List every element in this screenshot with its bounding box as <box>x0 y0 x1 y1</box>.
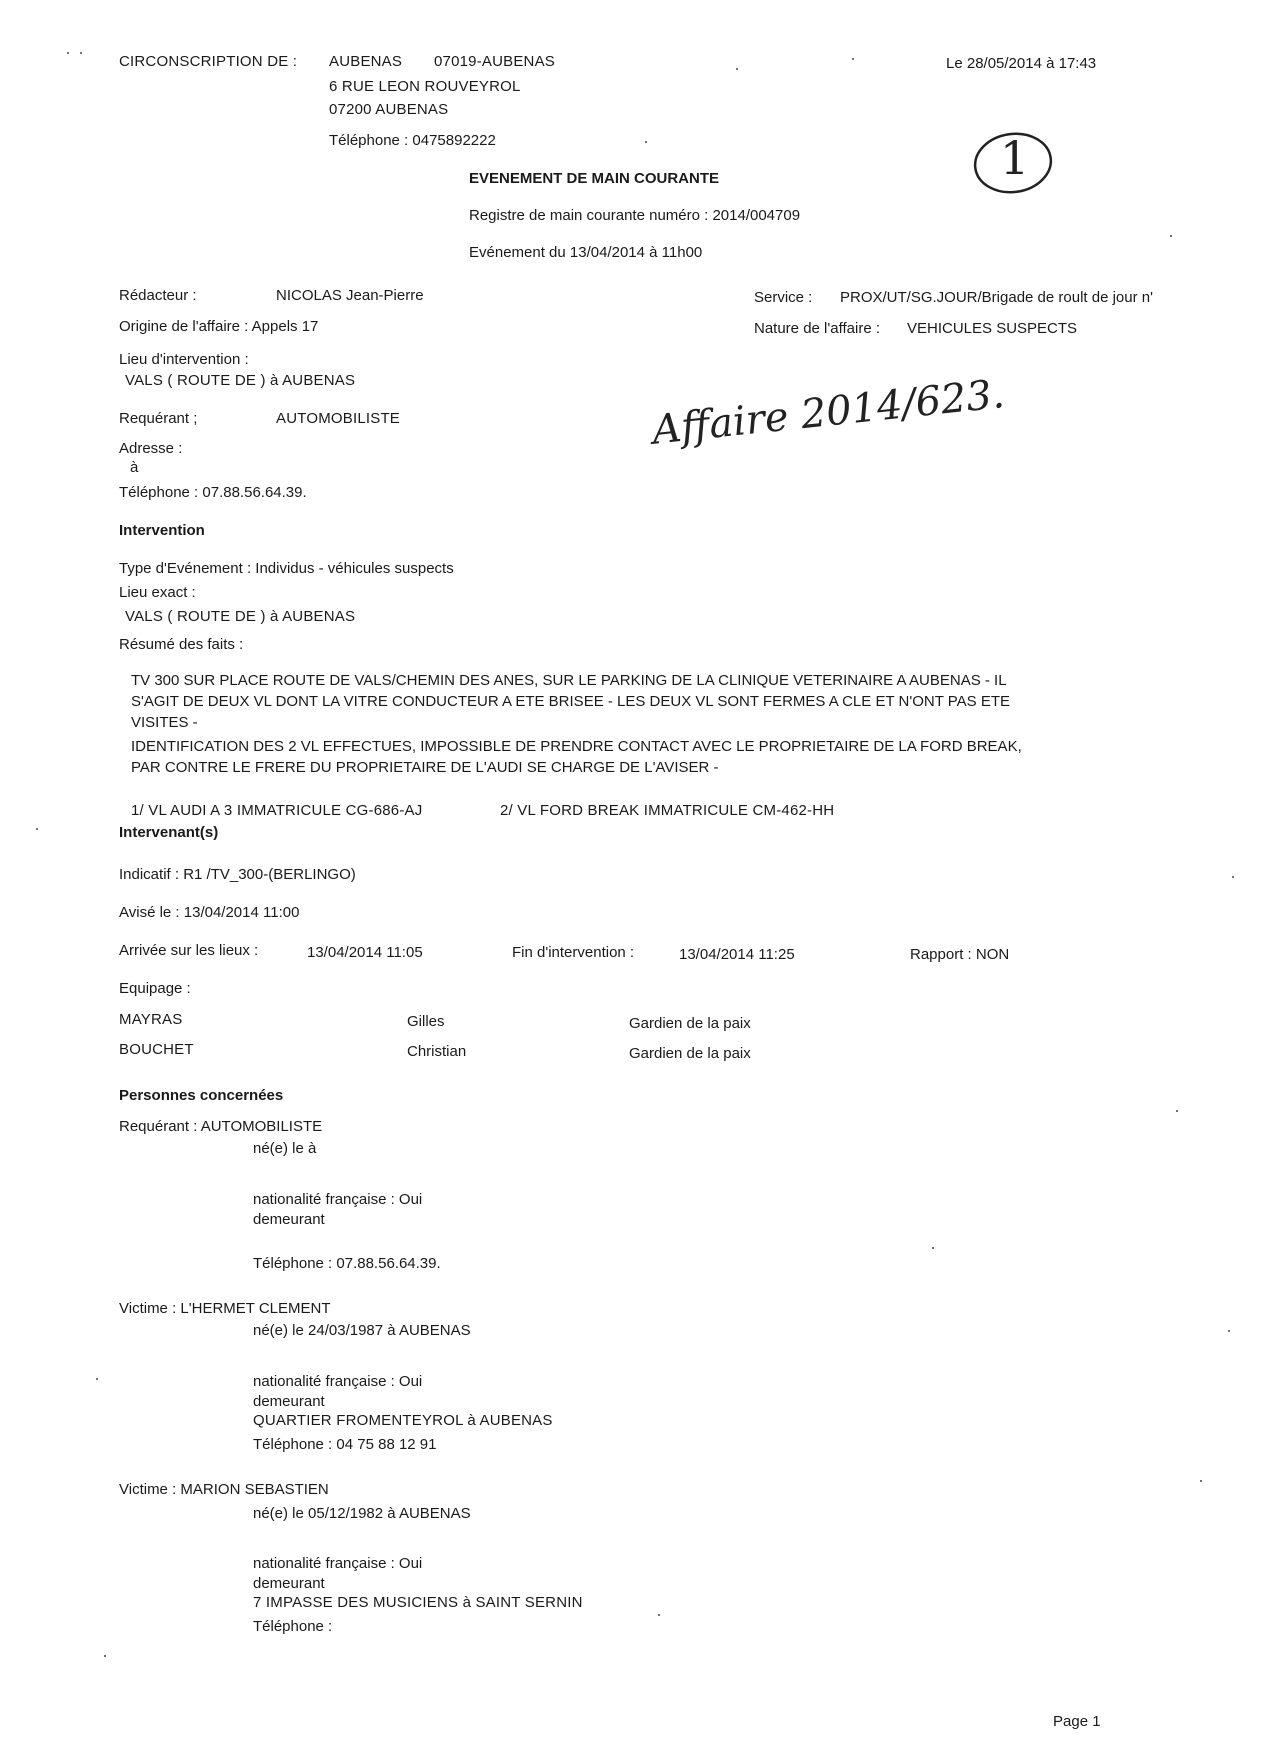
requerant-title: Requérant : AUTOMOBILISTE <box>119 1118 323 1135</box>
fin-intervention-label: Fin d'intervention : <box>512 944 635 961</box>
type-evenement: Type d'Evénement : Individus - véhicules suspects <box>119 560 454 577</box>
avise-le: Avisé le : 13/04/2014 11:00 <box>119 904 300 921</box>
requerant-nationalite: nationalité française : Oui <box>253 1191 423 1208</box>
crew-1-grade: Gardien de la paix <box>629 1015 751 1032</box>
page-number: Page 1 <box>1053 1713 1101 1730</box>
resume-line: VISITES - <box>131 714 198 731</box>
victime-1-demeurant: demeurant <box>253 1393 325 1410</box>
arrivee-label: Arrivée sur les lieux : <box>119 942 259 959</box>
scan-speck <box>36 828 38 830</box>
victime-1-adresse: QUARTIER FROMENTEYROL à AUBENAS <box>253 1412 553 1429</box>
circled-number: 1 <box>1000 131 1030 185</box>
crew-2-grade: Gardien de la paix <box>629 1045 751 1062</box>
requerant-demeurant: demeurant <box>253 1211 325 1228</box>
victime-2-phone: Téléphone : <box>253 1618 333 1635</box>
arrivee-value: 13/04/2014 11:05 <box>307 944 423 961</box>
victime-1-nationalite: nationalité française : Oui <box>253 1373 423 1390</box>
indicatif: Indicatif : R1 /TV_300-(BERLINGO) <box>119 866 356 883</box>
scan-speck <box>852 58 854 60</box>
resume-des-faits <box>131 672 1181 777</box>
resume-line: S'AGIT DE DEUX VL DONT LA VITRE CONDUCTEUR A ETE BRISEE - LES DEUX VL SONT FERMES A CLE ET N'ONT PAS ETE <box>131 693 1011 710</box>
scan-speck <box>1176 1110 1178 1112</box>
scan-speck <box>1200 1480 1202 1482</box>
service-value: PROX/UT/SG.JOUR/Brigade de roult de jour n' <box>840 289 1153 306</box>
origine-affaire: Origine de l'affaire : Appels 17 <box>119 318 319 335</box>
scan-speck <box>80 52 82 54</box>
fin-intervention-value: 13/04/2014 11:25 <box>679 946 795 963</box>
requerant-value: AUTOMOBILISTE <box>276 410 401 427</box>
adresse-label: Adresse : <box>119 440 183 457</box>
resume-label: Résumé des faits : <box>119 636 244 653</box>
resume-line: TV 300 SUR PLACE ROUTE DE VALS/CHEMIN DES ANES, SUR LE PARKING DE LA CLINIQUE VETERINAIRE A AUBENAS - IL <box>131 672 1007 689</box>
redacteur-label: Rédacteur : <box>119 287 197 304</box>
victime-1-phone: Téléphone : 04 75 88 12 91 <box>253 1436 437 1453</box>
handwritten-affaire-note: Affaire 2014/623. <box>650 371 1007 454</box>
scan-speck <box>1228 1330 1230 1332</box>
scan-speck <box>1170 235 1172 237</box>
scan-speck <box>96 1378 98 1380</box>
victime-2-demeurant: demeurant <box>253 1575 325 1592</box>
resume-line: PAR CONTRE LE FRERE DU PROPRIETAIRE DE L'AUDI SE CHARGE DE L'AVISER - <box>131 759 719 776</box>
scan-speck <box>104 1655 106 1657</box>
requerant-phone: Téléphone : 07.88.56.64.39. <box>253 1255 441 1272</box>
lieu-intervention-label: Lieu d'intervention : <box>119 351 249 368</box>
requerant-ne: né(e) le à <box>253 1140 317 1157</box>
lieu-intervention-value: VALS ( ROUTE DE ) à AUBENAS <box>125 372 356 389</box>
personnes-heading: Personnes concernées <box>119 1087 284 1104</box>
scan-speck <box>932 1247 934 1249</box>
lieu-exact-label: Lieu exact : <box>119 584 196 601</box>
circonscription-city: AUBENAS <box>329 53 403 70</box>
vehicle-1: 1/ VL AUDI A 3 IMMATRICULE CG-686-AJ <box>131 802 423 819</box>
intervenants-heading: Intervenant(s) <box>119 824 219 841</box>
crew-2-prenom: Christian <box>407 1043 467 1060</box>
victime-2-ne: né(e) le 05/12/1982 à AUBENAS <box>253 1505 471 1522</box>
document-date: Le 28/05/2014 à 17:43 <box>946 55 1097 72</box>
victime-1-title: Victime : L'HERMET CLEMENT <box>119 1300 331 1317</box>
scan-speck <box>736 68 738 70</box>
nature-value: VEHICULES SUSPECTS <box>907 320 1078 337</box>
rapport: Rapport : NON <box>910 946 1010 963</box>
vehicle-2: 2/ VL FORD BREAK IMMATRICULE CM-462-HH <box>500 802 835 819</box>
registry-number: Registre de main courante numéro : 2014/004709 <box>469 207 801 224</box>
victime-2-nationalite: nationalité française : Oui <box>253 1555 423 1572</box>
crew-2-nom: BOUCHET <box>119 1041 194 1058</box>
victime-2-title: Victime : MARION SEBASTIEN <box>119 1481 329 1498</box>
intervention-heading: Intervention <box>119 522 205 539</box>
scan-speck <box>658 1614 660 1616</box>
nature-label: Nature de l'affaire : <box>754 320 880 337</box>
service-label: Service : <box>754 289 813 306</box>
crew-1-nom: MAYRAS <box>119 1011 183 1028</box>
resume-line: IDENTIFICATION DES 2 VL EFFECTUES, IMPOSSIBLE DE PRENDRE CONTACT AVEC LE PROPRIETAIRE DE LA FORD BREAK, <box>131 738 1022 755</box>
event-date: Evénement du 13/04/2014 à 11h00 <box>469 244 703 261</box>
scan-speck <box>645 141 647 143</box>
header-phone: Téléphone : 0475892222 <box>329 132 496 149</box>
document-title: EVENEMENT DE MAIN COURANTE <box>469 170 720 187</box>
victime-1-ne: né(e) le 24/03/1987 à AUBENAS <box>253 1322 471 1339</box>
lieu-exact-value: VALS ( ROUTE DE ) à AUBENAS <box>125 608 356 625</box>
circonscription-code: 07019-AUBENAS <box>434 53 555 70</box>
scan-speck <box>67 52 69 54</box>
victime-2-adresse: 7 IMPASSE DES MUSICIENS à SAINT SERNIN <box>253 1594 583 1611</box>
scan-speck <box>1232 876 1234 878</box>
adresse-value: à <box>130 459 139 476</box>
crew-1-prenom: Gilles <box>407 1013 445 1030</box>
circonscription-label: CIRCONSCRIPTION DE : <box>119 53 298 70</box>
requerant-label: Requérant ; <box>119 410 198 427</box>
address-line-1: 6 RUE LEON ROUVEYROL <box>329 78 521 95</box>
equipage-label: Equipage : <box>119 980 191 997</box>
requerant-telephone: Téléphone : 07.88.56.64.39. <box>119 484 307 501</box>
address-line-2: 07200 AUBENAS <box>329 101 449 118</box>
redacteur-value: NICOLAS Jean-Pierre <box>276 287 424 304</box>
